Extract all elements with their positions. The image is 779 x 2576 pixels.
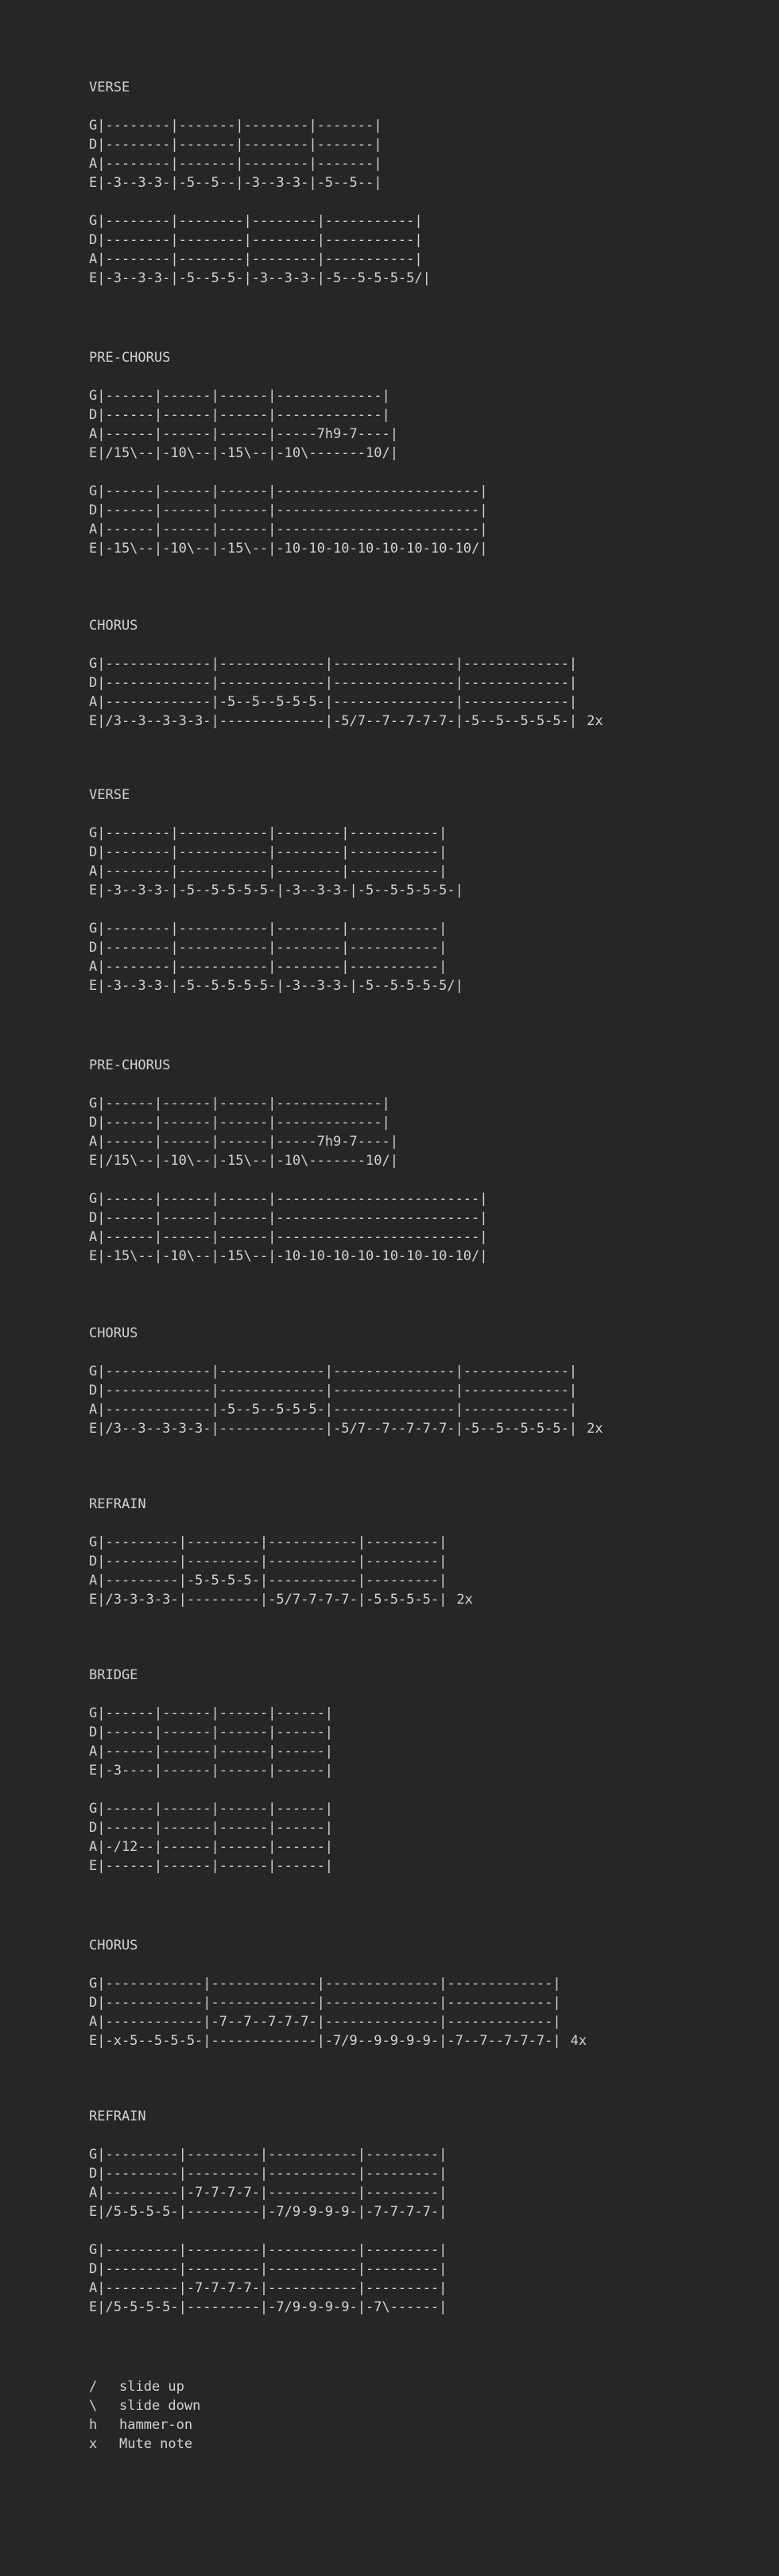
tab-line-g-string xyxy=(89,2145,447,2164)
tab-line-text: D|---------|---------|-----------|---------| xyxy=(89,2166,448,2182)
tab-line-text: G|------|------|------|-------------------------| xyxy=(89,1191,488,1207)
legend-row xyxy=(89,2415,200,2434)
legend-row xyxy=(89,2434,200,2454)
tab-line-text: D|------|------|------|-------------------------| xyxy=(89,1210,488,1226)
tab-section-verse xyxy=(89,786,463,995)
legend-row xyxy=(89,2377,200,2396)
tab-line-d-string xyxy=(89,673,603,692)
tab-line-g-string xyxy=(89,482,488,501)
tab-line-text: D|------|------|------|-------------| xyxy=(89,407,390,423)
tab-line-text: E|-3--3-3-|-5--5-5-5-5-|-3--3-3-|-5--5-5-5-5/| xyxy=(89,978,463,994)
tab-line-g-string xyxy=(89,919,463,938)
section-title: REFRAIN xyxy=(89,1496,146,1512)
tab-block xyxy=(89,654,603,731)
tab-block xyxy=(89,1974,587,2050)
tab-line-text: G|--------|-------|--------|-------| xyxy=(89,118,382,134)
tab-line-text: A|------|------|------|-----7h9-7----| xyxy=(89,426,398,442)
tab-line-d-string xyxy=(89,1113,488,1132)
tab-line-g-string xyxy=(89,116,431,135)
section-title: VERSE xyxy=(89,80,130,95)
tab-line-d-string xyxy=(89,1818,333,1837)
legend-meaning: slide up xyxy=(119,2379,184,2395)
tab-line-e-string xyxy=(89,1151,488,1170)
tab-line-text: G|---------|---------|-----------|---------| xyxy=(89,2147,448,2163)
tab-line-a-string xyxy=(89,862,463,881)
tab-line-text: A|------------|-7--7--7-7-7-|--------------|-------------| xyxy=(89,2014,561,2030)
tab-line-text: E|/3--3--3-3-3-|-------------|-5/7--7--7-7-7-|-5--5--5-5-5-| xyxy=(89,1421,578,1437)
legend-symbol: h xyxy=(89,2417,98,2433)
tab-line-text: E|/3-3-3-3-|---------|-5/7-7-7-7-|-5-5-5-5-| xyxy=(89,1592,448,1608)
section-title: PRE-CHORUS xyxy=(89,1057,171,1073)
tab-line-text: G|------|------|------|-------------| xyxy=(89,1096,390,1111)
tab-line-text: A|---------|-7-7-7-7-|-----------|---------| xyxy=(89,2185,448,2201)
tab-line-e-string xyxy=(89,712,603,731)
tab-line-a-string xyxy=(89,1742,333,1761)
tab-line-d-string xyxy=(89,1381,603,1400)
tab-block xyxy=(89,482,488,558)
tab-section-chorus xyxy=(89,616,603,731)
tab-section-chorus xyxy=(89,1324,603,1438)
tab-line-text: E|-15\--|-10\--|-15\--|-10-10-10-10-10-10-10-10/| xyxy=(89,1248,488,1264)
tab-line-text: G|------|------|------|-------------| xyxy=(89,388,390,404)
legend xyxy=(89,2377,200,2454)
tab-line-e-string xyxy=(89,1856,333,1876)
tab-line-text: D|------|------|------|------| xyxy=(89,1820,334,1836)
tab-line-a-string xyxy=(89,154,431,173)
tab-line-text: A|--------|-----------|--------|-----------| xyxy=(89,863,448,879)
tab-block xyxy=(89,116,431,192)
tab-block xyxy=(89,2145,447,2221)
tab-line-d-string xyxy=(89,938,463,957)
tab-line-text: A|------|------|------|-----7h9-7----| xyxy=(89,1134,398,1150)
tab-line-g-string xyxy=(89,1799,333,1818)
tab-line-text: E|-x-5--5-5-5-|-------------|-7/9--9-9-9-9-|-7--7--7-7-7-| xyxy=(89,2033,561,2049)
tab-line-d-string xyxy=(89,843,463,862)
tab-line-g-string xyxy=(89,386,488,405)
tab-line-text: A|-/12--|------|------|------| xyxy=(89,1839,334,1855)
tab-section-verse xyxy=(89,78,431,288)
tab-line-text: G|-------------|-------------|---------------|-------------| xyxy=(89,656,578,672)
tab-line-text: A|---------|-5-5-5-5-|-----------|---------| xyxy=(89,1573,448,1589)
tab-line-text: A|-------------|-5--5--5-5-5-|---------------|-------------| xyxy=(89,694,578,710)
legend-symbol: / xyxy=(89,2379,98,2395)
tab-line-text: D|--------|--------|--------|-----------| xyxy=(89,232,423,248)
tab-block xyxy=(89,1704,333,1780)
tab-line-text: G|-------------|-------------|---------------|-------------| xyxy=(89,1364,578,1379)
tab-line-text: D|------------|-------------|--------------|-------------| xyxy=(89,1995,561,2011)
tab-line-d-string xyxy=(89,405,488,425)
tab-line-a-string xyxy=(89,2183,447,2202)
tab-line-g-string xyxy=(89,654,603,673)
tab-section-refrain xyxy=(89,1495,473,1609)
tab-line-d-string xyxy=(89,1552,473,1571)
section-title: CHORUS xyxy=(89,1938,138,1953)
tab-line-a-string xyxy=(89,1571,473,1590)
tab-line-text: E|-3----|------|------|------| xyxy=(89,1763,334,1779)
tab-line-text: D|---------|---------|-----------|---------| xyxy=(89,1554,448,1569)
tab-line-a-string xyxy=(89,1400,603,1419)
section-title: REFRAIN xyxy=(89,2109,146,2124)
tab-line-text: E|------|------|------|------| xyxy=(89,1858,334,1874)
tab-line-text: D|--------|-----------|--------|-----------| xyxy=(89,940,448,956)
tab-block xyxy=(89,2240,447,2317)
tab-line-e-string xyxy=(89,881,463,900)
tab-block xyxy=(89,824,463,900)
tab-line-a-string xyxy=(89,692,603,712)
tab-line-text: G|------------|-------------|--------------|-------------| xyxy=(89,1976,561,1992)
tab-block xyxy=(89,1094,488,1170)
tab-line-text: E|/15\--|-10\--|-15\--|-10\-------10/| xyxy=(89,1153,398,1169)
tab-line-g-string xyxy=(89,1974,587,1993)
tab-block xyxy=(89,1362,603,1438)
tab-line-e-string xyxy=(89,444,488,463)
tab-line-text: A|------|------|------|-------------------------| xyxy=(89,522,488,537)
tab-line-a-string xyxy=(89,1228,488,1247)
legend-meaning: slide down xyxy=(119,2398,201,2414)
tab-section-refrain xyxy=(89,2107,447,2317)
tab-line-text: G|---------|---------|-----------|---------| xyxy=(89,1534,448,1550)
tab-line-d-string xyxy=(89,1723,333,1742)
tab-line-text: G|---------|---------|-----------|---------| xyxy=(89,2242,448,2258)
tab-line-text: E|-3--3-3-|-5--5-5-|-3--3-3-|-5--5-5-5-5/| xyxy=(89,270,431,286)
tab-line-text: D|---------|---------|-----------|---------| xyxy=(89,2261,448,2277)
tab-line-e-string xyxy=(89,1761,333,1780)
tab-line-text: G|--------|-----------|--------|-----------| xyxy=(89,825,448,841)
tab-line-text: A|--------|-------|--------|-------| xyxy=(89,156,382,172)
tab-line-a-string xyxy=(89,2279,447,2298)
tab-line-text: E|/3--3--3-3-3-|-------------|-5/7--7--7-7-7-|-5--5--5-5-5-| xyxy=(89,713,578,729)
legend-meaning: hammer-on xyxy=(119,2417,193,2433)
tab-line-e-string xyxy=(89,269,431,288)
repeat-count: 4x xyxy=(570,2033,587,2049)
tab-line-d-string xyxy=(89,501,488,520)
tab-line-g-string xyxy=(89,1704,333,1723)
tab-section-bridge xyxy=(89,1666,333,1876)
tab-line-g-string xyxy=(89,1189,488,1208)
tab-line-text: A|---------|-7-7-7-7-|-----------|---------| xyxy=(89,2280,448,2296)
section-title: CHORUS xyxy=(89,618,138,634)
tab-line-text: G|--------|--------|--------|-----------| xyxy=(89,213,423,229)
tab-section-chorus xyxy=(89,1936,587,2050)
tab-line-g-string xyxy=(89,1362,603,1381)
tab-line-text: A|------|------|------|------| xyxy=(89,1744,334,1759)
tab-line-e-string xyxy=(89,2031,587,2050)
tab-line-text: G|------|------|------|------| xyxy=(89,1801,334,1817)
tab-line-g-string xyxy=(89,1533,473,1552)
tab-line-d-string xyxy=(89,2164,447,2183)
tab-line-text: A|-------------|-5--5--5-5-5-|---------------|-------------| xyxy=(89,1402,578,1418)
tab-line-a-string xyxy=(89,425,488,444)
legend-meaning: Mute note xyxy=(119,2436,193,2452)
tab-line-e-string xyxy=(89,1419,603,1438)
legend-symbol: x xyxy=(89,2436,98,2452)
tab-line-text: E|/15\--|-10\--|-15\--|-10\-------10/| xyxy=(89,445,398,461)
tab-line-text: A|--------|-----------|--------|-----------| xyxy=(89,959,448,975)
tab-line-e-string xyxy=(89,539,488,558)
tab-line-a-string xyxy=(89,520,488,539)
tab-line-text: A|--------|--------|--------|-----------| xyxy=(89,251,423,267)
section-title: BRIDGE xyxy=(89,1667,138,1683)
tab-line-d-string xyxy=(89,2260,447,2279)
tab-line-g-string xyxy=(89,1094,488,1113)
tab-line-e-string xyxy=(89,2298,447,2317)
tab-line-d-string xyxy=(89,135,431,154)
tab-line-text: D|--------|-------|--------|-------| xyxy=(89,137,382,153)
tab-block xyxy=(89,211,431,288)
tab-line-text: D|-------------|-------------|---------------|-------------| xyxy=(89,1383,578,1399)
tab-line-text: E|/5-5-5-5-|---------|-7/9-9-9-9-|-7-7-7-7-| xyxy=(89,2204,448,2220)
tab-line-a-string xyxy=(89,957,463,976)
tab-line-text: D|-------------|-------------|---------------|-------------| xyxy=(89,675,578,691)
tab-line-text: E|-15\--|-10\--|-15\--|-10-10-10-10-10-10-10-10/| xyxy=(89,541,488,557)
tab-block xyxy=(89,386,488,463)
tab-line-a-string xyxy=(89,250,431,269)
tab-line-text: D|--------|-----------|--------|-----------| xyxy=(89,844,448,860)
tab-line-e-string xyxy=(89,173,431,192)
tab-line-a-string xyxy=(89,2012,587,2031)
tab-line-d-string xyxy=(89,1993,587,2012)
tab-block xyxy=(89,1533,473,1609)
tab-line-d-string xyxy=(89,231,431,250)
tab-section-pre-chorus xyxy=(89,348,488,558)
section-title: CHORUS xyxy=(89,1325,138,1341)
section-title: PRE-CHORUS xyxy=(89,350,171,366)
tab-section-pre-chorus xyxy=(89,1056,488,1266)
tab-line-text: E|-3--3-3-|-5--5--|-3--3-3-|-5--5--| xyxy=(89,175,382,191)
tab-line-text: A|------|------|------|-------------------------| xyxy=(89,1229,488,1245)
repeat-count: 2x xyxy=(456,1592,473,1608)
tab-line-text: G|------|------|------|------| xyxy=(89,1705,334,1721)
tab-line-e-string xyxy=(89,976,463,995)
tab-line-e-string xyxy=(89,1590,473,1609)
tab-line-e-string xyxy=(89,2202,447,2221)
tab-line-text: D|------|------|------|------| xyxy=(89,1724,334,1740)
repeat-count: 2x xyxy=(587,1421,603,1437)
legend-row xyxy=(89,2396,200,2415)
tab-line-text: D|------|------|------|-------------| xyxy=(89,1115,390,1131)
section-title: VERSE xyxy=(89,787,130,803)
tab-line-g-string xyxy=(89,824,463,843)
repeat-count: 2x xyxy=(587,713,603,729)
tab-line-text: G|--------|-----------|--------|-----------| xyxy=(89,921,448,937)
tab-line-a-string xyxy=(89,1132,488,1151)
tab-line-text: G|------|------|------|-------------------------| xyxy=(89,483,488,499)
tab-line-e-string xyxy=(89,1247,488,1266)
tab-line-text: E|-3--3-3-|-5--5-5-5-5-|-3--3-3-|-5--5-5-5-5-| xyxy=(89,883,463,898)
tab-line-d-string xyxy=(89,1208,488,1228)
tab-line-g-string xyxy=(89,211,431,231)
tab-block xyxy=(89,1799,333,1876)
tab-block xyxy=(89,1189,488,1266)
tab-line-text: D|------|------|------|-------------------------| xyxy=(89,502,488,518)
tab-line-g-string xyxy=(89,2240,447,2260)
tab-line-a-string xyxy=(89,1837,333,1856)
legend-symbol: \ xyxy=(89,2398,98,2414)
tab-block xyxy=(89,919,463,995)
tab-line-text: E|/5-5-5-5-|---------|-7/9-9-9-9-|-7\------| xyxy=(89,2299,448,2315)
